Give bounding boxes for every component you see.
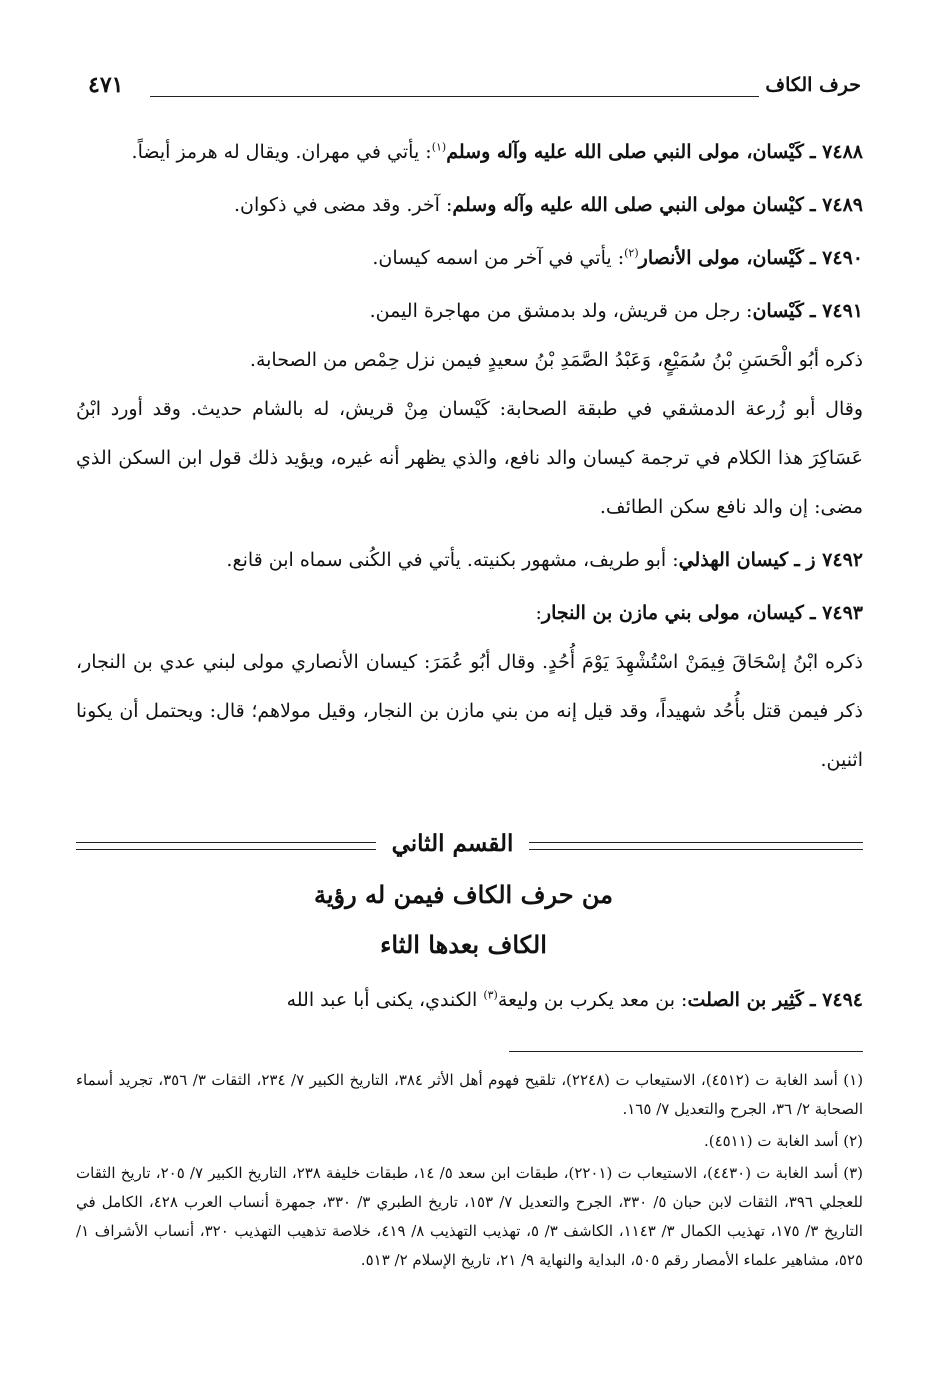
entry-text: : بن معد يكرب بن وليعة — [497, 989, 688, 1011]
entry-text: الكندي، يكنى أبا عبد الله — [286, 989, 484, 1011]
entry-7488 — [76, 128, 863, 177]
main-text — [76, 128, 863, 785]
entry-text: : يأتي في مهران. ويقال له هرمز أيضاً. — [131, 141, 432, 163]
footnote: (٢) أسد الغابة ت (٤٥١١). — [703, 1132, 863, 1150]
footnote-ref: (٣) — [483, 988, 498, 1002]
entry-number: ٧٤٩٣ ـ — [809, 602, 863, 624]
entry-7490 — [76, 234, 863, 283]
entry-name: كَثِير بن الصلت — [687, 989, 804, 1011]
entry-name: كَيْسان، مولى النبي صلى الله عليه وآله وسلم — [446, 141, 804, 163]
entry-text: : — [535, 602, 542, 624]
section-subtitle: من حرف الكاف فيمن له رؤية — [313, 880, 614, 909]
entry-text: : أبو طريف، مشهور بكنيته. يأتي في الكُنى سماه ابن قانع. — [226, 549, 679, 571]
paragraph: وقال أبو زُرعة الدمشقي في طبقة الصحابة: كَيْسان مِنْ قريش، له بالشام حديث. وقد أورد ابْنُ عَسَاكِرَ هذا الكلام في ترجمة كيسان والد نافع، والذي يظهر أنه غيره، ويؤيد ذلك قول ابن السكن الذي مضى: إن والد نافع سكن الطائف. — [76, 398, 863, 518]
footnote: (٣) أسد الغابة ت (٤٤٣٠)، الاستيعاب ت (٢٢٠١)، طبقات ابن سعد ٥/ ١٤، طبقات خليفة ٢٣٨، التاريخ الكبير ٧/ ٢٠٥، تاريخ الثقات للعجلي ٣٩٦، الثقات لابن حبان ٥/ ٣٣٠، الجرح والتعديل ٧/ ١٥٣، تاريخ الطبري ٣/ ٣٣٠، جمهرة أنساب العرب ٤٢٨، الكامل في التاريخ ٣/ ١٧٥، تهذيب الكمال ٣/ ١١٤٣، الكاشف ٣/ ٥، تهذيب التهذيب ٨/ ٤١٩، خلاصة تذهيب التهذيب ٣٢٠، أنساب الأشراف ١/ ٥٢٥، مشاهير علماء الأمصار رقم ٥٠٥، البداية والنهاية ٩/ ٢١، تاريخ الإسلام ٢/ ٥١٣. — [76, 1164, 864, 1269]
entry-text: : رجل من قريش، ولد بدمشق من مهاجرة اليمن. — [369, 300, 753, 322]
entry-name: كَيْسان، مولى الأنصار — [638, 247, 804, 269]
entry-name: كَيْسان — [752, 300, 804, 322]
double-rule — [529, 842, 863, 850]
footnote-ref: (١) — [431, 140, 447, 154]
page-header — [88, 74, 861, 106]
footnote-ref: (٢) — [624, 246, 639, 260]
footnote: (١) أسد الغابة ت (٤٥١٢)، الاستيعاب ت (٢٢٤٨)، تلقيح فهوم أهل الأثر ٣٨٤، التاريخ الكبير ٧/ ٢٣٤، الثقات ٣/ ٣٥٦، تجريد أسماء الصحابة ٢/ ٣٦، الجرح والتعديل ٧/ ١٦٥. — [76, 1071, 864, 1118]
double-rule — [76, 842, 376, 850]
page-number: ٤٧١ — [88, 72, 124, 98]
entry-number: ٧٤٨٨ ـ — [809, 141, 863, 163]
paragraph: ذكره أبُو الْحَسَنِ بْنُ سُمَيْعٍ، وَعَبْدُ الصَّمَدِ بْنُ سعيدٍ فيمن نزل حِمْص من الصحابة. — [249, 349, 863, 371]
entry-number: ٧٤٩٤ ـ — [809, 989, 863, 1011]
paragraph: ذكره ابْنُ إسْحَاقَ فِيمَنْ اسْتُشْهِدَ يَوْمَ أُحُدٍ. وقال أبُو عُمَرَ: كيسان الأنصاري مولى لبني عدي بن النجار، ذكر فيمن قتل بأُحُد شهيداً، وقد قيل إنه من بني مازن بن النجار، وقيل مولاهم؛ قال: ويحتمل أن يكونا اثنين. — [76, 651, 863, 771]
entry-name: كيسان الهذلي — [678, 549, 789, 571]
entry-7493 — [76, 589, 863, 638]
entry-number: ٧٤٩٠ ـ — [809, 247, 863, 269]
entry-number: ٧٤٩١ ـ — [809, 300, 863, 322]
entry-7494 — [76, 980, 863, 1020]
section-title: القسم الثاني — [391, 830, 514, 857]
entry-text: : يأتي في آخر من اسمه كيسان. — [372, 247, 625, 269]
entry-number: ٧٤٨٩ ـ — [809, 194, 863, 216]
section-heading-bar — [76, 826, 863, 866]
entry-text: : آخر. وقد مضى في ذكوان. — [233, 194, 453, 216]
entry-name: كيسان، مولى بني مازن بن النجار — [541, 602, 804, 624]
footnotes — [76, 1066, 863, 1278]
footnote-rule — [509, 1051, 863, 1052]
entry-name: كيْسان مولى النبي صلى الله عليه وآله وسلم — [452, 194, 804, 216]
entry-number: ٧٤٩٢ ز ـ — [794, 549, 863, 571]
header-rule — [150, 96, 759, 97]
entry-7491 — [76, 287, 863, 336]
section-subtitle: الكاف بعدها الثاء — [380, 930, 547, 959]
entry-7489 — [76, 181, 863, 230]
running-title: حرف الكاف — [765, 74, 861, 96]
entry-7492 — [76, 536, 863, 585]
